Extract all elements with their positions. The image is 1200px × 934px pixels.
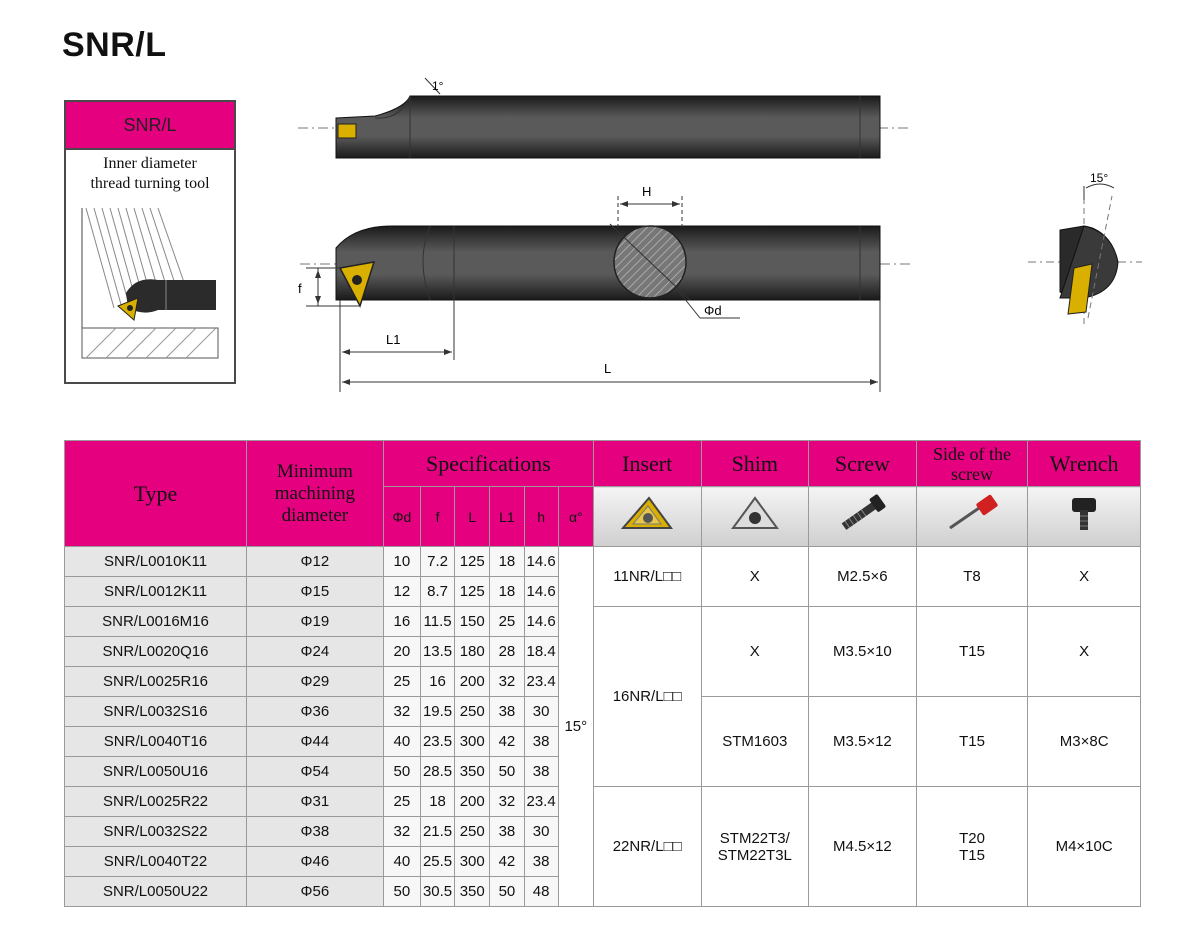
side-screw-icon-cell [916, 487, 1028, 547]
cell-L: 125 [455, 547, 490, 577]
cell-min: Φ46 [247, 847, 384, 877]
cell-f: 30.5 [420, 877, 454, 907]
cell-h: 18.4 [524, 637, 558, 667]
shim-icon-cell [701, 487, 809, 547]
cell-min: Φ15 [247, 577, 384, 607]
dim-L-label: L [604, 361, 612, 376]
cell-L: 200 [455, 667, 490, 697]
side-view [298, 184, 910, 392]
hex-wrench-icon [1054, 494, 1114, 534]
table-row [65, 787, 1141, 817]
col-phid: Φd [383, 487, 420, 547]
g2-wrench: X [1028, 607, 1141, 697]
insert-icon-cell [593, 487, 701, 547]
cell-f: 13.5 [420, 637, 454, 667]
cell-min: Φ19 [247, 607, 384, 637]
g1-insert: 11NR/L□□ [593, 547, 701, 607]
header-wrench: Wrench [1028, 441, 1141, 487]
cell-min: Φ38 [247, 817, 384, 847]
cell-h: 23.4 [524, 787, 558, 817]
cell-type: SNR/L0020Q16 [65, 637, 247, 667]
cell-type: SNR/L0032S16 [65, 697, 247, 727]
cell-type: SNR/L0050U16 [65, 757, 247, 787]
cell-L: 200 [455, 787, 490, 817]
cell-min: Φ29 [247, 667, 384, 697]
cell-L: 150 [455, 607, 490, 637]
cell-L1: 18 [490, 547, 524, 577]
g4-side [916, 787, 1028, 907]
end-view [1028, 171, 1142, 326]
cell-f: 25.5 [420, 847, 454, 877]
cell-L: 180 [455, 637, 490, 667]
cell-h: 30 [524, 817, 558, 847]
technical-drawing [0, 0, 1200, 430]
cell-d: 25 [383, 667, 420, 697]
col-L1: L1 [490, 487, 524, 547]
cell-min: Φ31 [247, 787, 384, 817]
cell-L1: 28 [490, 637, 524, 667]
dim-L1-label: L1 [386, 332, 401, 347]
cell-d: 12 [383, 577, 420, 607]
g4-shim-line2: STM22T3L [717, 846, 792, 864]
header-screw: Screw [809, 441, 917, 487]
cell-min: Φ44 [247, 727, 384, 757]
cell-h: 30 [524, 697, 558, 727]
card-header: SNR/L [66, 102, 234, 150]
col-f: f [420, 487, 454, 547]
cell-f: 19.5 [420, 697, 454, 727]
top-view [298, 78, 910, 158]
g3-shim: STM1603 [701, 697, 809, 787]
cell-L1: 42 [490, 727, 524, 757]
cell-f: 23.5 [420, 727, 454, 757]
g1-shim: X [701, 547, 809, 607]
g2-screw: M3.5×10 [809, 607, 917, 697]
g3-wrench: M3×8C [1028, 697, 1141, 787]
cell-h: 48 [524, 877, 558, 907]
cell-h: 38 [524, 847, 558, 877]
cell-f: 7.2 [420, 547, 454, 577]
cell-d: 40 [383, 727, 420, 757]
dim-f-label: f [298, 281, 302, 296]
cell-L: 300 [455, 727, 490, 757]
card-desc-line2: thread turning tool [90, 175, 210, 192]
wrench-icon-cell [1028, 487, 1141, 547]
cell-f: 16 [420, 667, 454, 697]
header-min-line2: machining [274, 482, 355, 504]
g2-insert: 16NR/L□□ [593, 607, 701, 787]
g4-wrench: M4×10C [1028, 787, 1141, 907]
g4-insert: 22NR/L□□ [593, 787, 701, 907]
g2-shim: X [701, 607, 809, 697]
cell-L: 350 [455, 877, 490, 907]
cell-h: 38 [524, 757, 558, 787]
g2-side: T15 [916, 607, 1028, 697]
header-insert: Insert [593, 441, 701, 487]
cell-min: Φ36 [247, 697, 384, 727]
cell-h: 14.6 [524, 547, 558, 577]
cell-d: 25 [383, 787, 420, 817]
cell-f: 21.5 [420, 817, 454, 847]
cell-L1: 50 [490, 877, 524, 907]
cell-d: 50 [383, 757, 420, 787]
g1-side: T8 [916, 547, 1028, 607]
header-min-line1: Minimum [276, 460, 353, 482]
dim-H-label: H [642, 184, 652, 199]
g4-screw: M4.5×12 [809, 787, 917, 907]
header-side-line2: screw [951, 463, 993, 484]
cell-type: SNR/L0040T22 [65, 847, 247, 877]
cell-h: 38 [524, 727, 558, 757]
torx-key-icon [942, 494, 1002, 534]
cell-L1: 18 [490, 577, 524, 607]
g1-screw: M2.5×6 [809, 547, 917, 607]
dim-phid-label: Φd [704, 303, 722, 318]
header-min-line3: diameter [281, 504, 349, 526]
cell-L: 300 [455, 847, 490, 877]
cell-type: SNR/L0016M16 [65, 607, 247, 637]
screw-icon-cell [809, 487, 917, 547]
cell-L1: 50 [490, 757, 524, 787]
screw-icon [832, 494, 892, 534]
cell-type: SNR/L0032S22 [65, 817, 247, 847]
cell-d: 32 [383, 697, 420, 727]
cell-f: 28.5 [420, 757, 454, 787]
cell-L: 350 [455, 757, 490, 787]
cell-type: SNR/L0012K11 [65, 577, 247, 607]
cell-L1: 25 [490, 607, 524, 637]
g4-side-line2: T15 [959, 846, 985, 864]
cell-d: 16 [383, 607, 420, 637]
cell-min: Φ56 [247, 877, 384, 907]
table-row [65, 607, 1141, 637]
cell-type: SNR/L0040T16 [65, 727, 247, 757]
cell-f: 11.5 [420, 607, 454, 637]
cell-h: 14.6 [524, 607, 558, 637]
cell-h: 14.6 [524, 577, 558, 607]
cell-L1: 32 [490, 667, 524, 697]
header-side-screw [916, 441, 1028, 487]
cell-type: SNR/L0050U22 [65, 877, 247, 907]
cell-h: 23.4 [524, 667, 558, 697]
cell-f: 18 [420, 787, 454, 817]
g4-shim [701, 787, 809, 907]
col-alpha: α° [558, 487, 593, 547]
cell-L1: 38 [490, 697, 524, 727]
g3-screw: M3.5×12 [809, 697, 917, 787]
cell-min: Φ12 [247, 547, 384, 577]
g4-shim-line1: STM22T3/ [719, 829, 790, 847]
page-title: SNR/L [62, 26, 167, 64]
cell-min: Φ54 [247, 757, 384, 787]
card-desc-line1: Inner diameter [103, 155, 197, 172]
cell-alpha: 15° [558, 547, 593, 907]
cell-min: Φ24 [247, 637, 384, 667]
cell-f: 8.7 [420, 577, 454, 607]
cell-type: SNR/L0025R22 [65, 787, 247, 817]
header-specifications: Specifications [383, 441, 593, 487]
cell-type: SNR/L0025R16 [65, 667, 247, 697]
cell-L1: 42 [490, 847, 524, 877]
col-h: h [524, 487, 558, 547]
header-min-diameter [247, 441, 384, 547]
g1-wrench: X [1028, 547, 1141, 607]
angle-side-label: 15° [1090, 171, 1109, 185]
header-shim: Shim [701, 441, 809, 487]
cell-d: 20 [383, 637, 420, 667]
cell-L1: 38 [490, 817, 524, 847]
cell-L1: 32 [490, 787, 524, 817]
insert-icon [617, 494, 677, 534]
angle-top-label: 1° [432, 79, 444, 93]
col-L: L [455, 487, 490, 547]
g3-side: T15 [916, 697, 1028, 787]
cell-d: 10 [383, 547, 420, 577]
header-type: Type [65, 441, 247, 547]
header-side-line1: Side of the [932, 443, 1011, 464]
cell-type: SNR/L0010K11 [65, 547, 247, 577]
spec-table [64, 440, 1141, 907]
cell-d: 32 [383, 817, 420, 847]
cell-d: 40 [383, 847, 420, 877]
cell-L: 250 [455, 697, 490, 727]
cell-L: 250 [455, 817, 490, 847]
shim-icon [725, 494, 785, 534]
g4-side-line1: T20 [959, 829, 985, 847]
cell-L: 125 [455, 577, 490, 607]
cell-d: 50 [383, 877, 420, 907]
table-row [65, 547, 1141, 577]
